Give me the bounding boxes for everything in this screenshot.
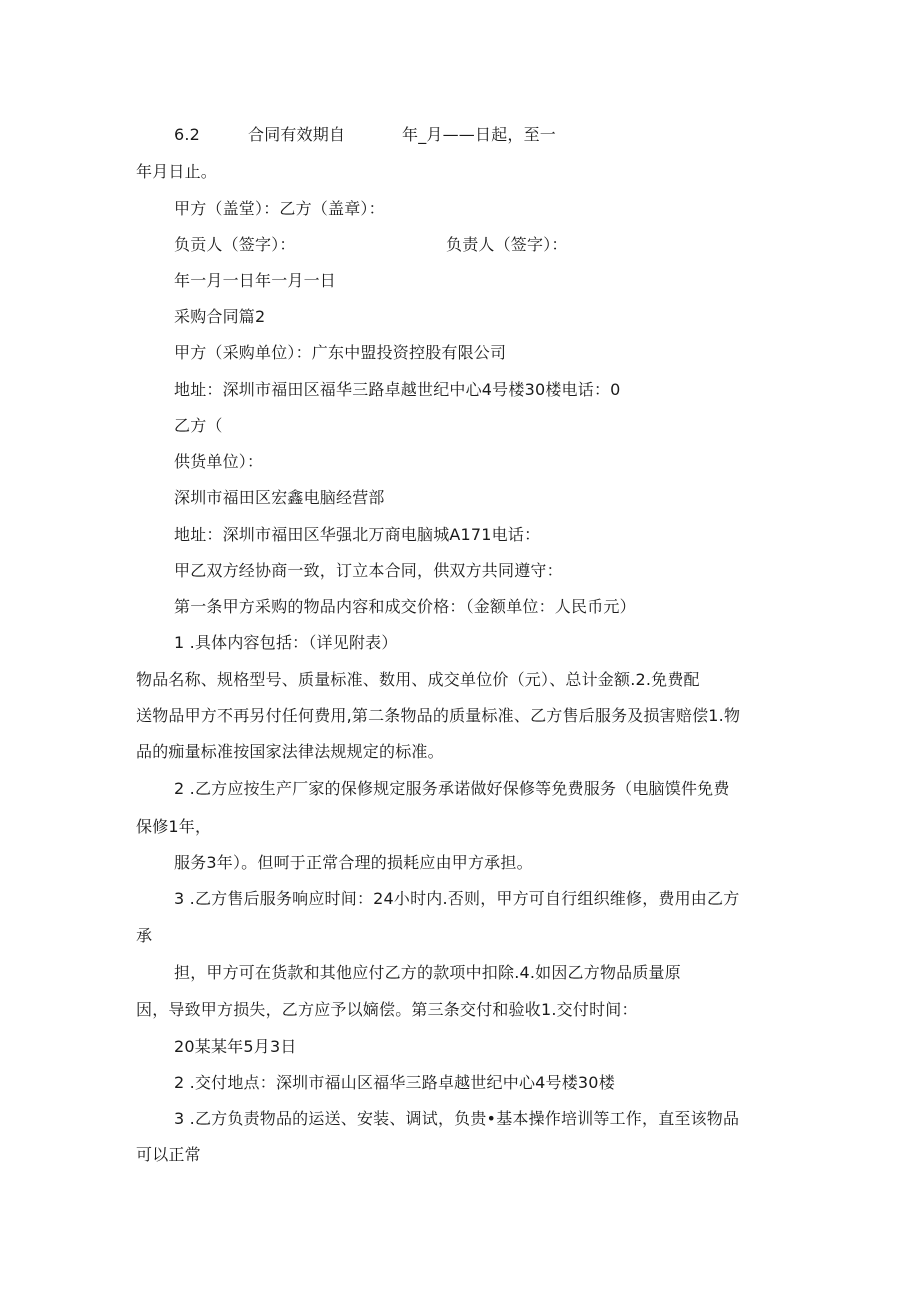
validity-period-label: 合同有效期自 — [248, 125, 346, 144]
paragraph-line: 承 — [136, 926, 153, 945]
paragraph-line: 送物品甲方不再另付任何费用,第二条物品的质量标准、乙方售后服务及损害赔偿1.物 — [136, 706, 741, 725]
article-1-item-1: 1 .具体内容包括：（详见附表） — [174, 633, 398, 652]
party-b-address: 地址：深圳市福田区华强北万商电脑城A171电话： — [174, 525, 541, 544]
clause-number: 6.2 — [174, 125, 201, 144]
party-a-purchaser: 甲方（采购单位）：广东中盟投资控股有限公司 — [174, 343, 507, 362]
party-seal-line: 甲方（盖堂）：乙方（盖章）： — [174, 199, 385, 218]
validity-end-text: 年月日止。 — [136, 162, 218, 181]
validity-period-date: 年_月——日起，至一 — [402, 125, 557, 144]
party-a-address: 地址：深圳市福田区福华三路卓越世纪中心4号楼30楼电话：0 — [174, 380, 621, 399]
delivery-date: 20某某年5月3日 — [174, 1037, 297, 1056]
paragraph-line: 担，甲方可在货款和其他应付乙方的款项中扣除.4.如因乙方物品质量原 — [174, 963, 681, 982]
article-3-item-3: 3 .乙方负责物品的运送、安装、调试，负贵•基本操作培训等工作，直至该物品 — [174, 1109, 740, 1128]
party-b-name: 深圳市福田区宏鑫电脑经营部 — [174, 488, 385, 507]
article-2-item-2: 2 .乙方应按生产厂家的保修规定服务承诺做好保修等免费服务（电脑馍件免费 — [174, 779, 730, 798]
party-b-role: 供货单位）： — [174, 452, 264, 471]
article-2-item-3: 3 .乙方售后服务响应时间：24小时内.否则，甲方可自行组织维修，费用由乙方 — [174, 889, 740, 908]
article-3-item-2: 2 .交付地点：深圳市福山区福华三路卓越世纪中心4号楼30楼 — [174, 1073, 615, 1092]
agreement-intro: 甲乙双方经协商一致，订立本合同，供双方共同遵守： — [174, 561, 563, 580]
paragraph-line: 品的痂量标准按国家法律法规规定的标准。 — [136, 742, 444, 761]
party-a-signatory: 负贡人（签字）： — [174, 235, 296, 254]
section-title: 采购合同篇2 — [174, 307, 266, 326]
party-b-label: 乙方（ — [174, 416, 223, 435]
signature-dates: 年一月一日年一月一日 — [174, 271, 337, 290]
paragraph-line: 物品名称、规格型号、质量标准、数用、成交单位价（元）、总计金额.2.免费配 — [136, 670, 700, 689]
paragraph-line: 因，导致甲方损失，乙方应予以嫡偿。第三条交付和验收1.交付时间： — [136, 1000, 638, 1019]
party-b-signatory: 负责人（签字）： — [446, 235, 568, 254]
paragraph-line: 保修1年， — [136, 817, 212, 836]
paragraph-line: 可以正常 — [136, 1145, 201, 1164]
paragraph-line: 服务3年）。但呵于正常合理的损耗应由甲方承担。 — [174, 853, 533, 872]
article-1-heading: 第一条甲方采购的物品内容和成交价格：（金额单位：人民币元） — [174, 597, 636, 616]
